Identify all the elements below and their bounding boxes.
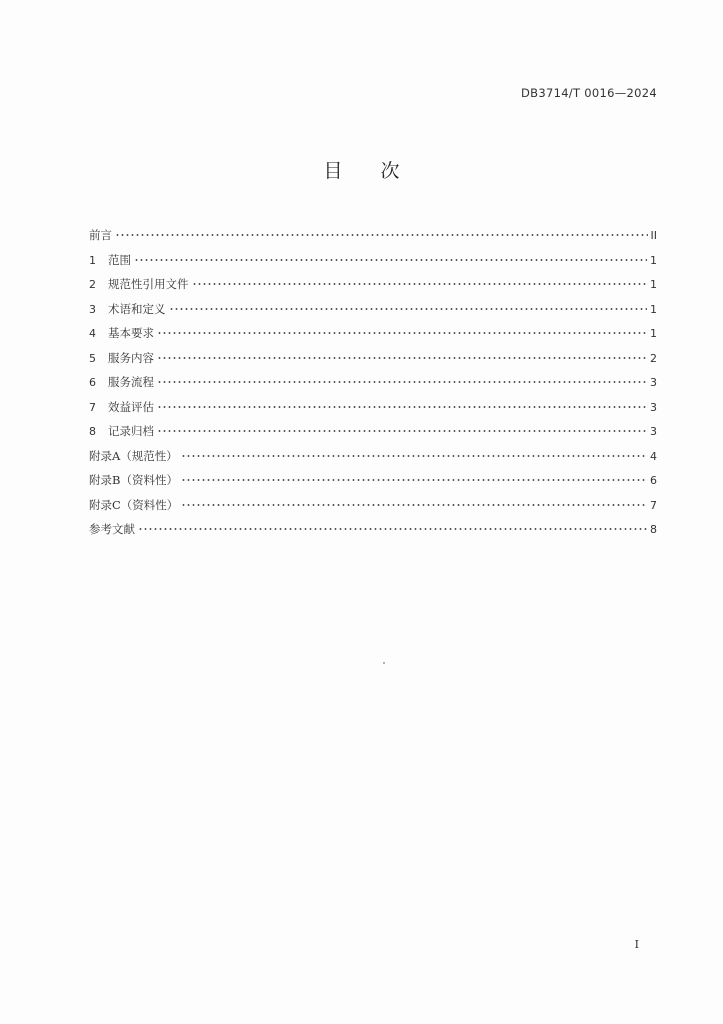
toc-entry-label: 基本要求 — [108, 326, 154, 340]
toc-entry-label: 前言 — [89, 228, 112, 242]
toc-entry-number: 3 — [89, 302, 96, 316]
toc-entry-number: 1 — [89, 253, 96, 267]
toc-dot-leader — [181, 479, 647, 481]
table-of-contents — [89, 223, 657, 542]
toc-entry-benefit-evaluation[interactable] — [89, 395, 657, 420]
toc-dot-leader — [157, 357, 647, 359]
toc-entry-service-process[interactable] — [89, 370, 657, 395]
toc-dot-leader — [192, 283, 648, 285]
toc-entry-service-content[interactable] — [89, 346, 657, 371]
toc-entry-page: 1 — [650, 302, 657, 316]
toc-entry-label: 附录B（资料性） — [89, 473, 178, 487]
toc-entry-page: 1 — [650, 327, 657, 340]
toc-dot-leader — [134, 259, 647, 261]
toc-dot-leader — [157, 332, 647, 334]
toc-entry-foreword[interactable] — [89, 223, 657, 248]
toc-dot-leader — [115, 234, 648, 236]
toc-entry-appendix-a[interactable] — [89, 444, 657, 469]
page-number: I — [634, 938, 639, 951]
toc-entry-basic-requirements[interactable] — [89, 321, 657, 346]
toc-entry-page: 7 — [650, 498, 657, 512]
toc-dot-leader — [181, 504, 647, 506]
toc-entry-page: 1 — [650, 278, 657, 291]
toc-entry-record-archiving[interactable] — [89, 419, 657, 444]
toc-entry-scope[interactable] — [89, 248, 657, 273]
document-code: DB3714/T 0016—2024 — [521, 86, 657, 100]
toc-entry-label: 附录A（规范性） — [89, 448, 178, 463]
toc-entry-number: 7 — [89, 400, 96, 414]
toc-entry-label: 规范性引用文件 — [108, 277, 189, 291]
toc-dot-leader — [157, 406, 647, 408]
toc-entry-number: 8 — [89, 425, 96, 438]
toc-dot-leader — [138, 528, 647, 530]
toc-entry-page: 4 — [650, 449, 657, 463]
toc-entry-appendix-c[interactable] — [89, 493, 657, 518]
toc-entry-page: 2 — [650, 351, 657, 365]
toc-entry-label: 效益评估 — [108, 399, 154, 414]
toc-dot-leader — [157, 381, 647, 383]
toc-dot-leader — [181, 455, 647, 457]
toc-entry-number: 4 — [89, 327, 96, 340]
toc-entry-label: 服务流程 — [108, 375, 154, 389]
toc-dot-leader — [169, 308, 648, 310]
toc-dot-leader — [157, 430, 647, 432]
toc-entry-page: 3 — [650, 376, 657, 389]
toc-entry-label: 记录归档 — [108, 424, 154, 438]
toc-entry-number: 5 — [89, 351, 96, 365]
scan-speck — [383, 662, 385, 664]
toc-entry-label: 附录C（资料性） — [89, 497, 179, 512]
toc-title: 目次 — [323, 160, 438, 182]
toc-entry-number: 6 — [89, 376, 96, 389]
toc-entry-label: 范围 — [108, 252, 131, 267]
toc-entry-page: 6 — [650, 474, 657, 487]
toc-entry-page: 8 — [650, 523, 657, 536]
toc-entry-page: 3 — [650, 425, 657, 438]
toc-entry-bibliography[interactable] — [89, 517, 657, 542]
toc-entry-label: 服务内容 — [108, 350, 154, 365]
toc-entry-page: 3 — [650, 400, 657, 414]
toc-entry-label: 参考文献 — [89, 522, 135, 536]
toc-entry-page: II — [650, 229, 657, 242]
toc-entry-normative-references[interactable] — [89, 272, 657, 297]
toc-entry-label: 术语和定义 — [108, 301, 166, 316]
toc-entry-appendix-b[interactable] — [89, 468, 657, 493]
toc-entry-page: 1 — [650, 253, 657, 267]
toc-entry-number: 2 — [89, 278, 96, 291]
toc-entry-terms-definitions[interactable] — [89, 297, 657, 322]
